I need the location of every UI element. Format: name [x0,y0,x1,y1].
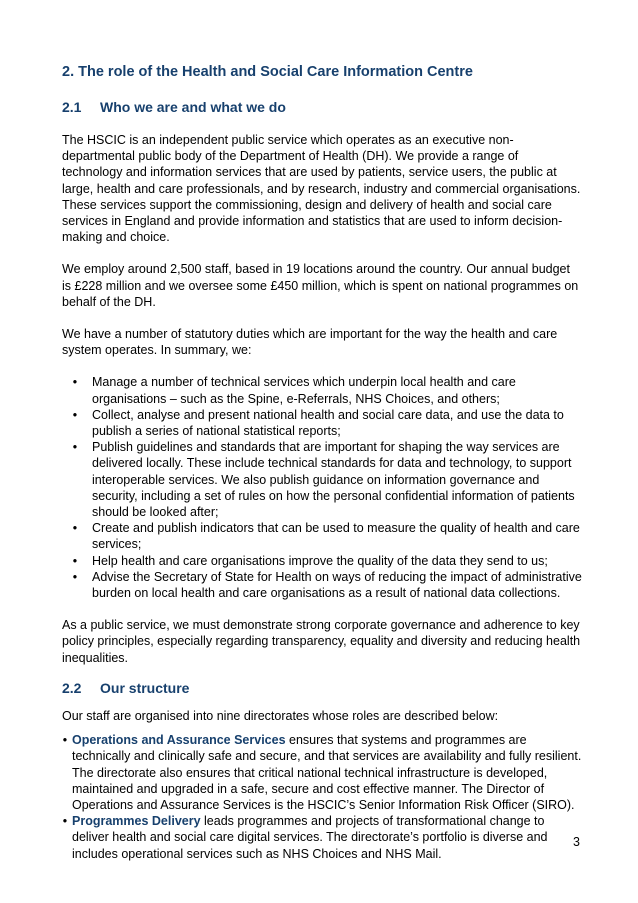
list-item [62,569,582,601]
bullet-icon: • [62,814,68,829]
subsection-number: 2.1 [62,99,82,115]
list-item [62,374,582,406]
bullet-icon: • [72,407,78,422]
list-item [62,732,582,813]
list-item [62,520,582,552]
list-item-text: Publish guidelines and standards that are important for shaping the way services are delivered locally. These include technical standards for data and technology, to support interoperable services. We also publish guidance on information governance and security, including a set of rules on how the personal confidential information of patients should be looked after; [92,440,575,520]
paragraph-governance: As a public service, we must demonstrate strong corporate governance and adherence to key policy principles, especially regarding transparency, equality and diversity and reducing health inequalities. [62,618,581,665]
page-number: 3 [573,835,580,849]
list-item [62,407,582,439]
directorate-description: leads programmes and projects of transformational change to deliver health and social care digital services. The directorate’s portfolio is diverse and includes operational services such as NHS Choices and NHS Mail. [72,814,548,861]
duties-list [62,374,582,601]
list-item [62,553,582,569]
bullet-icon: • [72,375,78,390]
paragraph-statutory-duties: We have a number of statutory duties which are important for the way the health and care system operates. In summary, we: [62,327,558,358]
directorate-name: Programmes Delivery [72,814,201,829]
bullet-icon: • [72,440,78,455]
subsection-title: Our structure [100,679,190,696]
paragraph-staff-budget: We employ around 2,500 staff, based in 19 locations around the country. Our annual budget is £228 million and we oversee some £450 million, which is spent on national programmes on behalf of the DH. [62,262,579,309]
list-item-text: Collect, analyse and present national health and social care data, and use the data to publish a series of national statistical reports; [92,407,564,439]
paragraph-structure: Our staff are organised into nine directorates whose roles are described below: [62,708,499,723]
directorate-name: Operations and Assurance Services [72,733,286,748]
directorate-description: ensures that systems and programmes are technically and clinically safe and secure, and that services are availability and fully resilient. The directorate also ensures that critical national technical infrastructure is developed, maintained and upgraded in a safe, secure and cost effective manner. The Director of Operations and Assurance Services is the HSCIC’s Senior Information Risk Officer (SIRO). [72,733,582,812]
bullet-icon: • [72,553,78,568]
bullet-icon: • [62,733,68,748]
section-heading: 2. The role of the Health and Social Care Information Centre [62,64,473,80]
subsection-heading-2-1 [62,97,582,117]
directorates-list [62,732,582,862]
list-item-text: Manage a number of technical services which underpin local health and care organisations – such as the Spine, e-Referrals, NHS Choices, and others; [92,375,516,406]
subsection-title: Who we are and what we do [100,99,286,115]
list-item [62,813,582,862]
paragraph-intro: The HSCIC is an independent public service which operates as an executive non-departmental public body of the Department of Health (DH). We provide a range of technology and information services that are used by patients, service users, the public at large, health and care professionals, and by research, industry and commercial organisations. These services support the commissioning, design and delivery of health and social care services in England and provide information and statistics that are used to inform decision-making and choice. [62,133,581,245]
bullet-icon: • [72,569,78,584]
list-item-text: Create and publish indicators that can be used to measure the quality of health and care services; [92,521,580,552]
list-item-text: Advise the Secretary of State for Health on ways of reducing the impact of administrative burden on local health and care organisations as a result of national data collections. [92,569,582,601]
list-item-text: Help health and care organisations improve the quality of the data they send to us; [92,553,548,568]
bullet-icon: • [72,521,78,536]
subsection-heading-2-2 [62,678,582,698]
list-item [62,439,582,520]
page-content [62,56,582,862]
subsection-number: 2.2 [62,679,82,696]
